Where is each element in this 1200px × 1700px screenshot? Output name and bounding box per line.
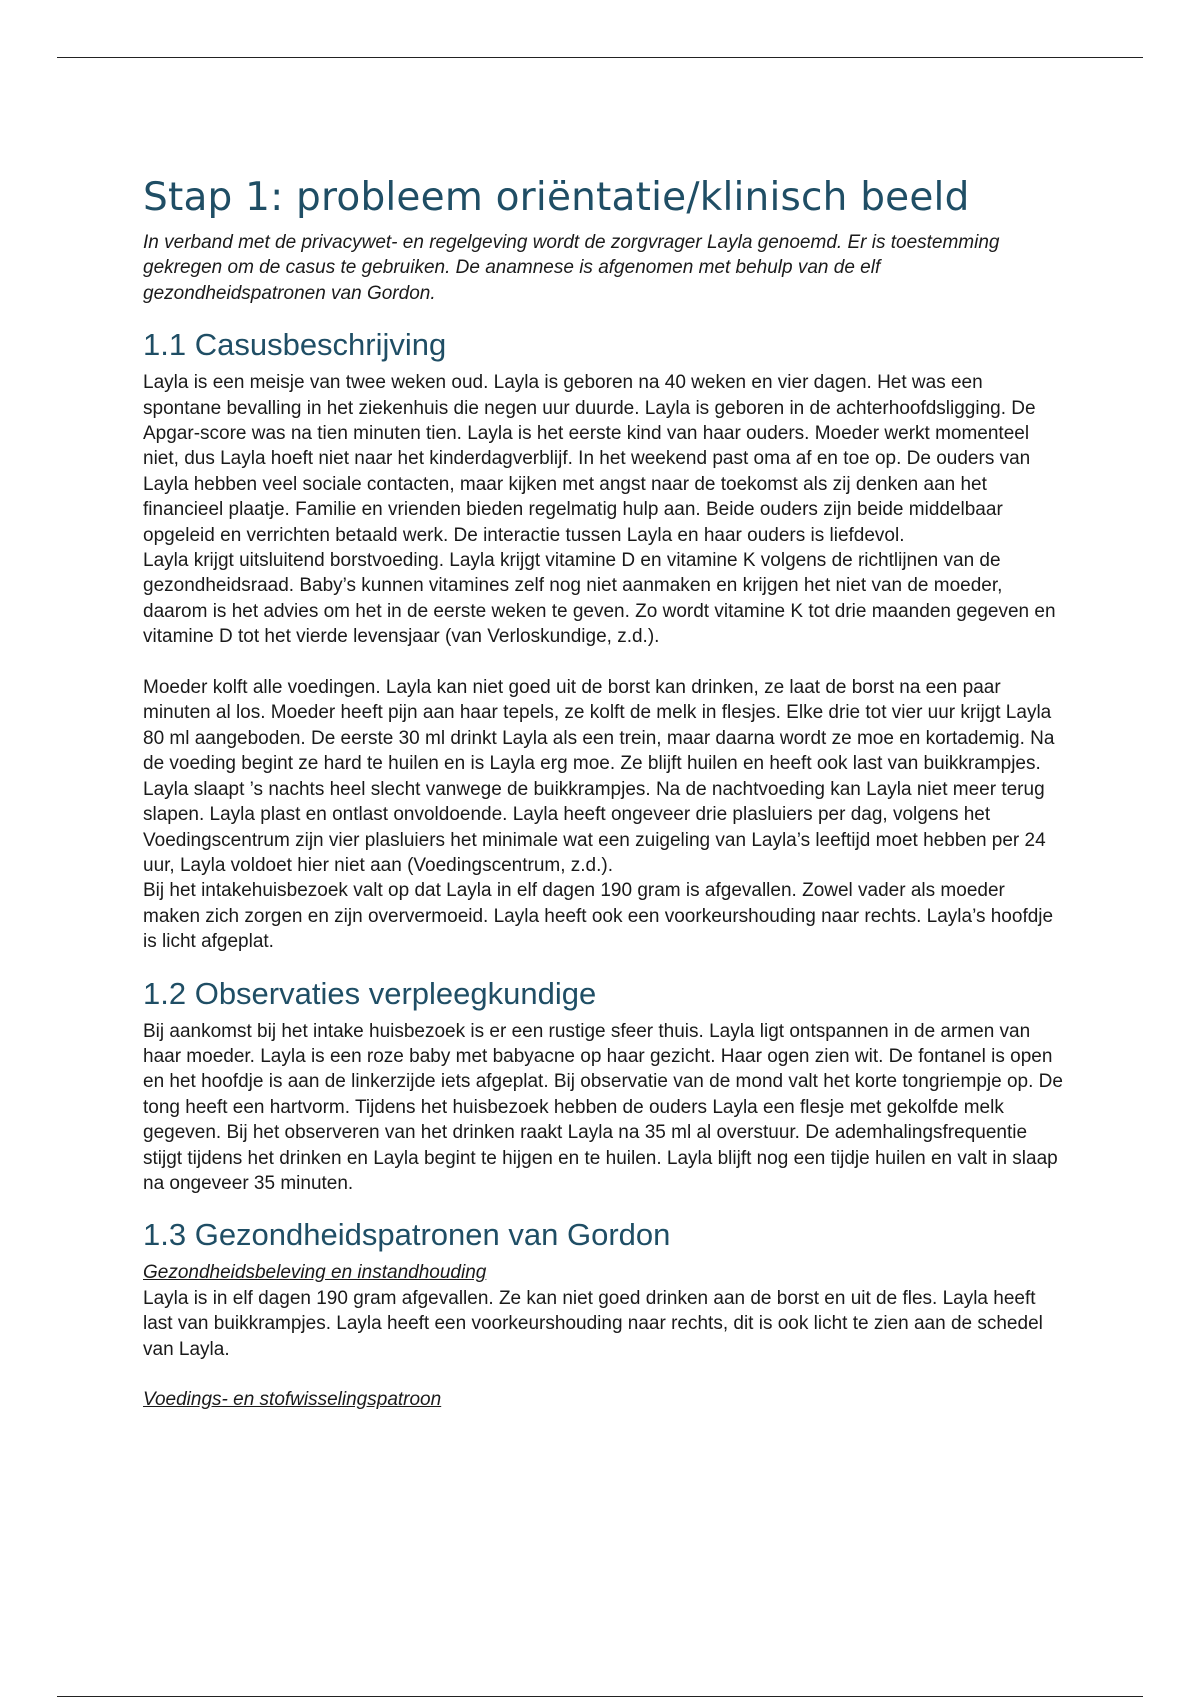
subheading-voedingspatroon: Voedings- en stofwisselingspatroon xyxy=(143,1389,442,1411)
section-heading-casusbeschrijving: 1.1 Casusbeschrijving xyxy=(143,327,447,363)
paragraph: Moeder kolft alle voedingen. Layla kan niet goed uit de borst kan drinken, ze laat de borst na een paar minuten al los. Moeder heeft pijn aan haar tepels, ze kolft de melk in flesjes. Elke drie tot vier uur krijgt Layla 80 ml aangeboden. De eerste 30 ml drinkt Layla als een trein, maar daarna wordt ze moe en kortademig. Na de voeding begint ze hard te huilen en is Layla erg moe. Ze blijft huilen en heeft ook last van buikkrampjes. Layla slaapt ’s nachts heel slecht vanwege de buikkrampjes. Na de nachtvoeding kan Layla niet meer terug slapen. Layla plast en ontlast onvoldoende. Layla heeft ongeveer drie plasluiers per dag, volgens het Voedingscentrum zijn vier plasluiers het minimale wat een zuigeling van Layla’s leeftijd moet hebben per 24 uur, Layla voldoet hier niet aan (Voedingscentrum, z.d.). xyxy=(143,677,1055,876)
footer-rule xyxy=(57,1696,1143,1697)
subheading-gezondheidsbeleving: Gezondheidsbeleving en instandhouding xyxy=(143,1262,487,1284)
header-rule xyxy=(57,57,1143,58)
paragraph: Bij het intakehuisbezoek valt op dat Layla in elf dagen 190 gram is afgevallen. Zowel vader als moeder maken zich zorgen en zijn oververmoeid. Layla heeft ook een voorkeurshouding naar rechts. Layla’s hoofdje is licht afgeplat. xyxy=(143,880,1054,953)
paragraph: Layla is in elf dagen 190 gram afgevallen. Ze kan niet goed drinken aan de borst en uit de fles. Layla heeft last van buikkrampjes. Layla heeft een voorkeurshouding naar rechts, dit is ook licht te zien aan de schedel van Layla. xyxy=(143,1287,1043,1360)
paragraph: Layla is een meisje van twee weken oud. Layla is geboren na 40 weken en vier dagen. Het was een spontane bevalling in het ziekenhuis die negen uur duurde. Layla is geboren in de achterhoofdsligging. De Apgar-score was na tien minuten tien. Layla is het eerste kind van haar ouders. Moeder werkt momenteel niet, dus Layla hoeft niet naar het kinderdagverblijf. In het weekend past oma af en toe op. De ouders van Layla hebben veel sociale contacten, maar kijken met angst naar de toekomst als zij denken aan het financieel plaatje. Familie en vrienden bieden regelmatig hulp aan. Beide ouders zijn beide middelbaar opgeleid en verrichten betaald werk. De interactie tussen Layla en haar ouders is liefdevol. xyxy=(143,372,1036,546)
document-page xyxy=(143,174,1063,1413)
section-heading-gordon: 1.3 Gezondheidspatronen van Gordon xyxy=(143,1217,671,1253)
section-heading-observaties: 1.2 Observaties verpleegkundige xyxy=(143,975,597,1011)
page-title: Stap 1: probleem oriëntatie/klinisch beeld xyxy=(143,175,970,220)
intro-text: In verband met de privacywet- en regelgeving wordt de zorgvrager Layla genoemd. Er is toestemming gekregen om de casus te gebruiken. De anamnese is afgenomen met behulp van de elf gezondheidspatronen van Gordon. xyxy=(143,232,1000,304)
paragraph: Layla krijgt uitsluitend borstvoeding. Layla krijgt vitamine D en vitamine K volgens de richtlijnen van de gezondheidsraad. Baby’s kunnen vitamines zelf nog niet aanmaken en krijgen het niet van de moeder, daarom is het advies om het in de eerste weken te geven. Zo wordt vitamine K tot drie maanden gegeven en vitamine D tot het vierde levensjaar (van Verloskundige, z.d.). xyxy=(143,550,1056,648)
paragraph: Bij aankomst bij het intake huisbezoek is er een rustige sfeer thuis. Layla ligt ontspannen in de armen van haar moeder. Layla is een roze baby met babyacne op haar gezicht. Haar ogen zien wit. De fontanel is open en het hoofdje is aan de linkerzijde iets afgeplat. Bij observatie van de mond valt het korte tongriempje op. De tong heeft een hartvorm. Tijdens het huisbezoek hebben de ouders Layla een flesje met gekolfde melk gegeven. Bij het observeren van het drinken raakt Layla na 35 ml al overstuur. De ademhalingsfrequentie stijgt tijdens het drinken en Layla begint te hijgen en te huilen. Layla blijft nog een tijdje huilen en valt in slaap na ongeveer 35 minuten. xyxy=(143,1020,1063,1194)
